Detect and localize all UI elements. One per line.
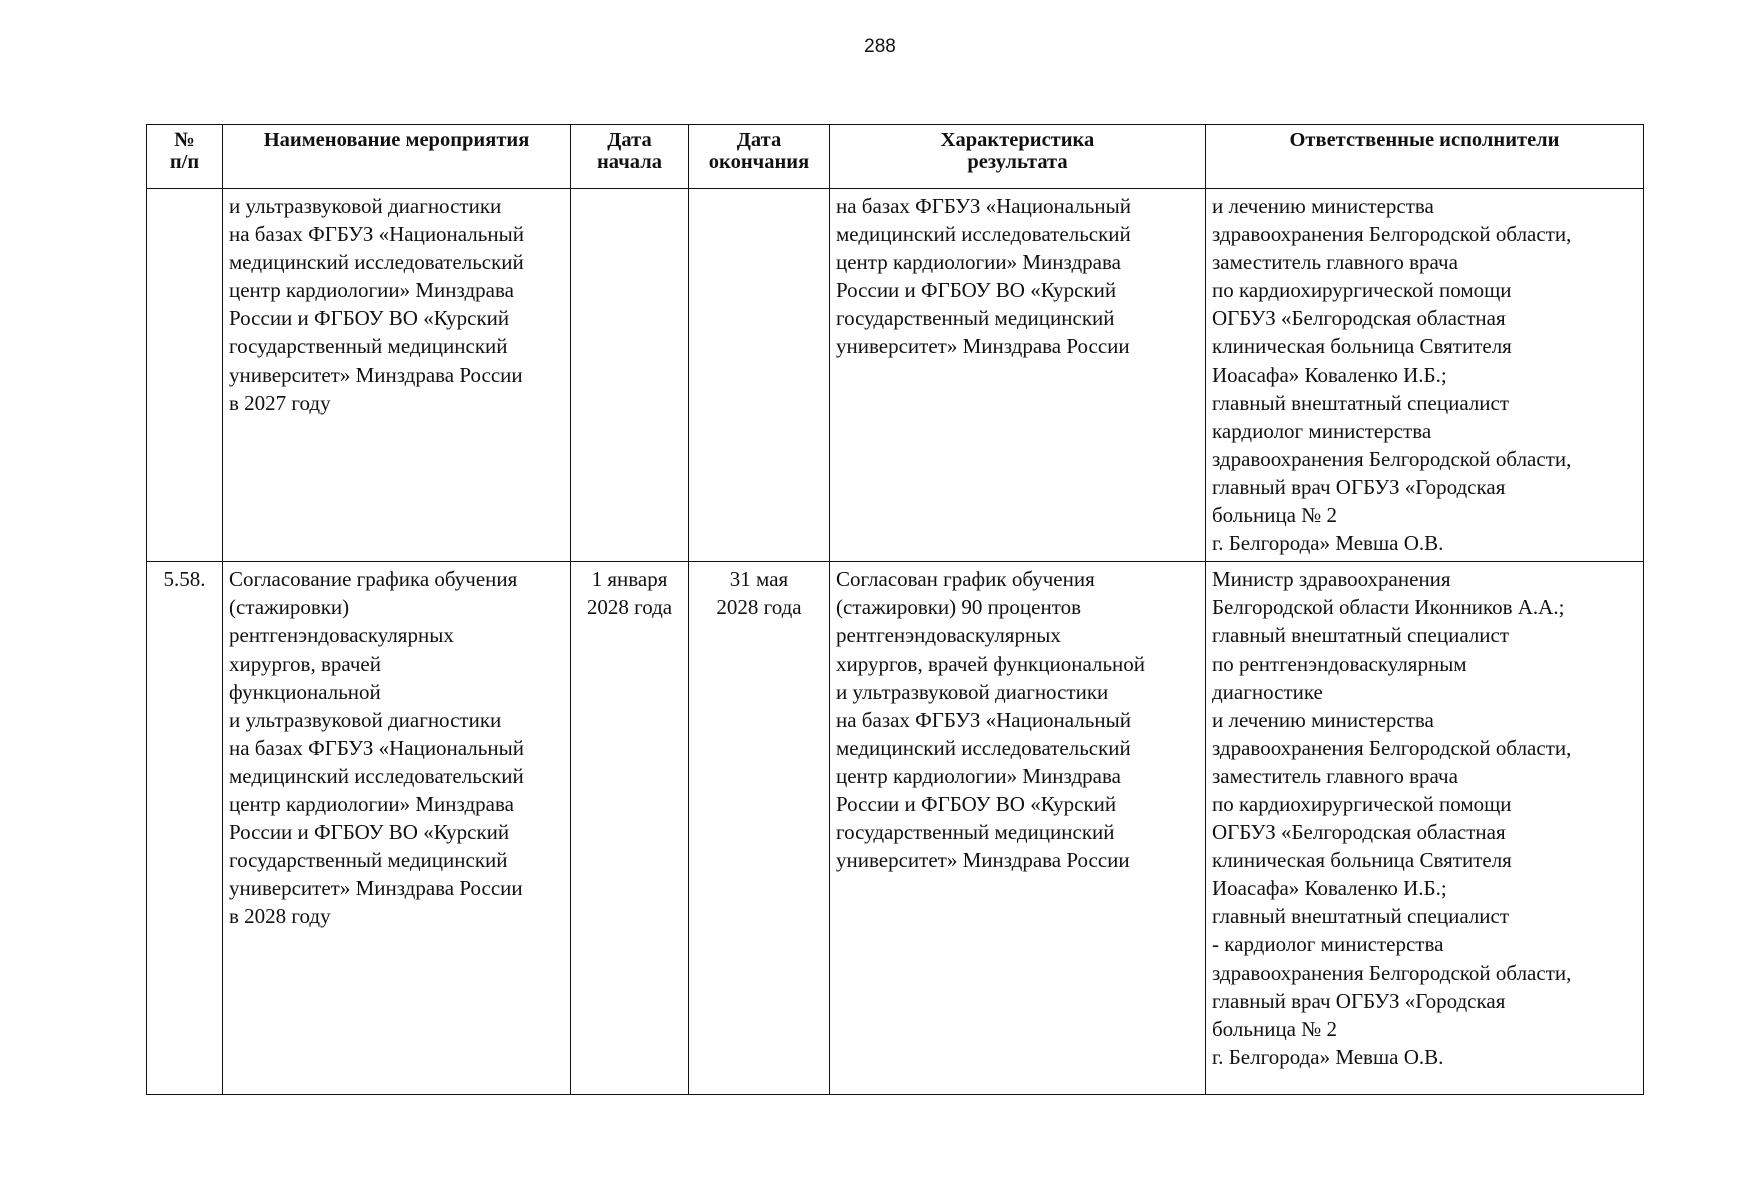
cell-name	[223, 562, 571, 1095]
text-line: Иоасафа» Коваленко И.Б.;	[1212, 362, 1447, 387]
text-line: ОГБУЗ «Белгородская областная	[1212, 820, 1506, 845]
text-line: заместитель главного врача	[1212, 250, 1458, 275]
text-line: 2028 года	[716, 595, 802, 620]
header-start-date	[571, 125, 689, 189]
text-line: Белгородской области Иконников А.А.;	[1212, 595, 1565, 620]
text-line: и ультразвуковой диагностики	[229, 194, 502, 218]
text-line: университет» Минздрава России	[229, 876, 523, 901]
text-line: Характеристика	[940, 129, 1095, 151]
text-line: ОГБУЗ «Белгородская областная	[1212, 306, 1506, 331]
text-line: рентгенэндоваскулярных	[229, 623, 454, 648]
text-line: здравоохранения Белгородской области,	[1212, 222, 1572, 247]
header-end-date	[689, 125, 830, 189]
text-line: медицинский исследовательский	[836, 222, 1131, 247]
text-line: диагностике	[1212, 679, 1323, 704]
text-line: и ультразвуковой диагностики	[229, 707, 502, 732]
text-line: России и ФГБОУ ВО «Курский	[836, 791, 1117, 816]
text-line: 1 января	[591, 567, 668, 592]
text-line: Иоасафа» Коваленко И.Б.;	[1212, 876, 1447, 901]
text-line: 31 мая	[729, 567, 789, 592]
text-line: хирургов, врачей	[229, 651, 381, 676]
page-number: 288	[864, 36, 896, 57]
text-line: медицинский исследовательский	[229, 763, 524, 788]
cell-num	[147, 189, 223, 562]
text-line: на базах ФГБУЗ «Национальный	[836, 194, 1131, 218]
text-line: университет» Минздрава России	[229, 362, 523, 387]
cell-num: 5.58.	[147, 562, 223, 1095]
text-line: заместитель главного врача	[1212, 763, 1458, 788]
table-header-row	[147, 125, 1644, 189]
text-line: в 2028 году	[229, 904, 331, 929]
text-line: здравоохранения Белгородской области,	[1212, 960, 1572, 985]
text-line: центр кардиологии» Минздрава	[229, 791, 514, 816]
measures-table	[146, 124, 1644, 1095]
text-line: главный врач ОГБУЗ «Городская	[1212, 474, 1506, 499]
text-line: и лечению министерства	[1212, 194, 1434, 218]
text-line: медицинский исследовательский	[229, 250, 524, 275]
text-line: Дата	[736, 129, 782, 151]
table-row	[147, 189, 1644, 562]
cell-responsible	[1206, 562, 1644, 1095]
text-line: результата	[967, 151, 1068, 173]
header-num	[147, 125, 223, 189]
text-line: Согласование графика обучения	[229, 567, 518, 592]
text-line: России и ФГБОУ ВО «Курский	[836, 278, 1117, 303]
text-line: 2028 года	[586, 595, 673, 620]
header-name	[223, 125, 571, 189]
cell-responsible	[1206, 189, 1644, 562]
text-line: больница № 2	[1212, 503, 1338, 528]
text-line: Дата	[607, 129, 652, 151]
text-line: и ультразвуковой диагностики	[836, 679, 1109, 704]
text-line: университет» Минздрава России	[836, 848, 1130, 873]
text-line: России и ФГБОУ ВО «Курский	[229, 820, 510, 845]
cell-name	[223, 189, 571, 562]
text-line: по рентгенэндоваскулярным	[1212, 651, 1467, 676]
text-line: государственный медицинский	[836, 820, 1115, 845]
text-line: Ответственные исполнители	[1289, 129, 1560, 151]
text-line: государственный медицинский	[229, 848, 508, 873]
text-line: главный врач ОГБУЗ «Городская	[1212, 988, 1506, 1013]
text-line: начала	[597, 151, 662, 173]
text-line: государственный медицинский	[229, 334, 508, 359]
text-line: №	[174, 129, 195, 151]
text-line: главный внештатный специалист	[1212, 623, 1510, 648]
text-line: на базах ФГБУЗ «Национальный	[229, 222, 524, 247]
text-line: г. Белгорода» Мевша О.В.	[1212, 1044, 1444, 1069]
text-line: (стажировки) 90 процентов	[836, 595, 1082, 620]
text-line: центр кардиологии» Минздрава	[836, 763, 1121, 788]
text-line: по кардиохирургической помощи	[1212, 278, 1512, 303]
text-line: на базах ФГБУЗ «Национальный	[836, 707, 1131, 732]
text-line: центр кардиологии» Минздрава	[836, 250, 1121, 275]
text-line: медицинский исследовательский	[836, 735, 1131, 760]
cell-end-date	[689, 562, 830, 1095]
cell-result	[830, 189, 1206, 562]
header-result	[830, 125, 1206, 189]
text-line: кардиолог министерства	[1212, 418, 1432, 443]
cell-start-date	[571, 189, 689, 562]
text-line: Наименование мероприятия	[263, 129, 530, 151]
text-line: государственный медицинский	[836, 306, 1115, 331]
cell-result	[830, 562, 1206, 1095]
text-line: п/п	[169, 151, 200, 173]
table-row	[147, 562, 1644, 1095]
header-responsible	[1206, 125, 1644, 189]
text-line: и лечению министерства	[1212, 707, 1434, 732]
text-line: г. Белгорода» Мевша О.В.	[1212, 531, 1444, 556]
text-line: по кардиохирургической помощи	[1212, 791, 1512, 816]
text-line: в 2027 году	[229, 390, 331, 415]
text-line: хирургов, врачей функциональной	[836, 651, 1146, 676]
cell-start-date	[571, 562, 689, 1095]
cell-end-date	[689, 189, 830, 562]
text-line: на базах ФГБУЗ «Национальный	[229, 735, 524, 760]
text-line: окончания	[708, 151, 810, 173]
text-line: (стажировки)	[229, 595, 350, 620]
text-line: больница № 2	[1212, 1016, 1338, 1041]
text-line: - кардиолог министерства	[1212, 932, 1444, 957]
text-line: функциональной	[229, 679, 381, 704]
text-line: университет» Минздрава России	[836, 334, 1130, 359]
text-line: рентгенэндоваскулярных	[836, 623, 1061, 648]
text-line: России и ФГБОУ ВО «Курский	[229, 306, 510, 331]
text-line: клиническая больница Святителя	[1212, 848, 1512, 873]
text-line: клиническая больница Святителя	[1212, 334, 1512, 359]
text-line: центр кардиологии» Минздрава	[229, 278, 514, 303]
text-line: здравоохранения Белгородской области,	[1212, 735, 1572, 760]
text-line: Согласован график обучения	[836, 567, 1095, 592]
text-line: здравоохранения Белгородской области,	[1212, 446, 1572, 471]
text-line: Министр здравоохранения	[1212, 567, 1451, 592]
text-line: главный внештатный специалист	[1212, 390, 1510, 415]
text-line: главный внештатный специалист	[1212, 904, 1510, 929]
